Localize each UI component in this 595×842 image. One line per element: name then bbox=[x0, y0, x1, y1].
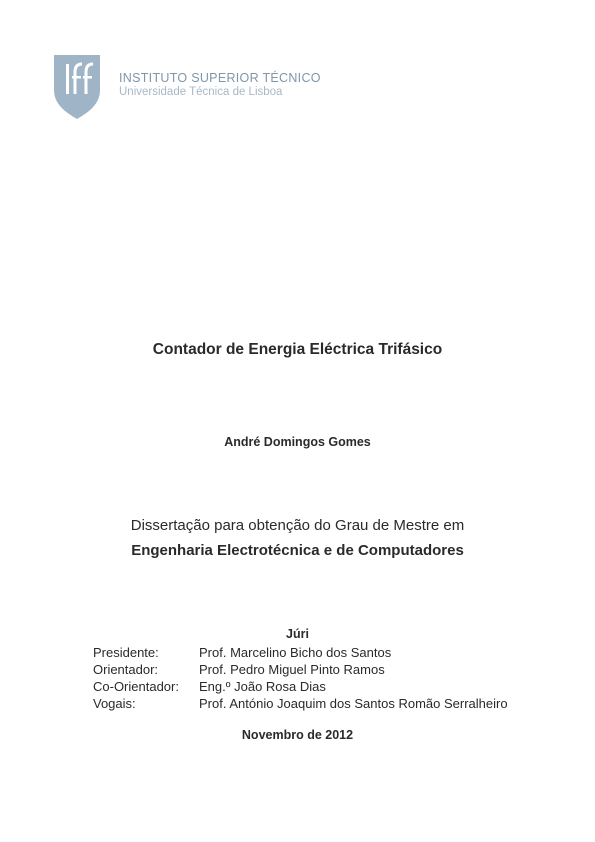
degree-line: Dissertação para obtenção do Grau de Mestre em bbox=[130, 517, 465, 534]
thesis-title: Contador de Energia Eléctrica Trifásico bbox=[152, 341, 443, 358]
jury-row-examiners bbox=[93, 695, 508, 712]
institution-name: INSTITUTO SUPERIOR TÉCNICO bbox=[119, 71, 321, 85]
jury-role: Orientador: bbox=[93, 662, 159, 677]
jury-role: Co-Orientador: bbox=[93, 679, 179, 694]
thesis-date: Novembro de 2012 bbox=[241, 728, 354, 742]
jury-member-name: Prof. Pedro Miguel Pinto Ramos bbox=[199, 662, 385, 677]
jury-member-name: Prof. Marcelino Bicho dos Santos bbox=[199, 645, 392, 660]
jury-heading: Júri bbox=[286, 627, 309, 641]
jury-role: Presidente: bbox=[93, 645, 159, 660]
jury-row-president bbox=[93, 644, 508, 661]
jury-list bbox=[93, 644, 508, 712]
institution-subtitle: Universidade Técnica de Lisboa bbox=[119, 86, 283, 98]
jury-member-name: Prof. António Joaquim dos Santos Romão Serralheiro bbox=[199, 696, 508, 711]
jury-row-advisor bbox=[93, 661, 508, 678]
institution-logo bbox=[53, 54, 321, 124]
jury-row-co-advisor bbox=[93, 678, 508, 695]
ist-shield-icon bbox=[53, 54, 101, 120]
author-name: André Domingos Gomes bbox=[224, 435, 371, 449]
jury-member-name: Eng.º João Rosa Dias bbox=[199, 679, 326, 694]
program-name: Engenharia Electrotécnica e de Computadores bbox=[131, 542, 464, 559]
jury-role: Vogais: bbox=[93, 696, 136, 711]
